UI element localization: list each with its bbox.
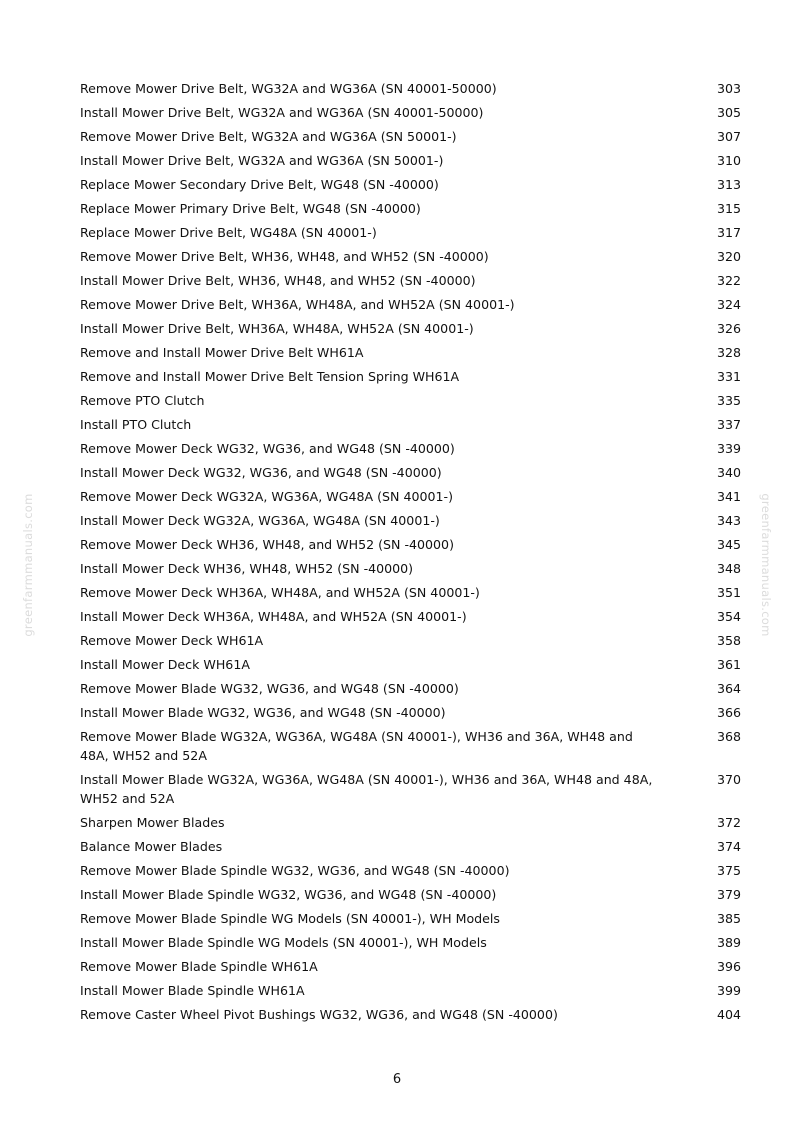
- toc-entry-title: Remove Mower Drive Belt, WH36, WH48, and WH52 (SN -40000): [80, 248, 489, 264]
- toc-entry[interactable]: [80, 340, 741, 364]
- toc-entry-title: Remove Mower Blade WG32A, WG36A, WG48A (SN 40001-), WH36 and 36A, WH48 and 48A, WH52 and 52A: [80, 728, 633, 763]
- toc-entry[interactable]: [80, 436, 741, 460]
- toc-entry-title: Remove Mower Blade Spindle WG32, WG36, and WG48 (SN -40000): [80, 862, 510, 878]
- watermark-left: greenfarmmanuals.com: [21, 493, 35, 637]
- toc-entry-page: 348: [716, 560, 741, 576]
- toc-entry-title: Install Mower Deck WH36A, WH48A, and WH52A (SN 40001-): [80, 608, 467, 624]
- toc-entry-page: 307: [716, 128, 741, 144]
- toc-entry[interactable]: [80, 388, 741, 412]
- toc-entry-title: Remove Mower Deck WH36A, WH48A, and WH52A (SN 40001-): [80, 584, 480, 600]
- toc-entry-title: Install Mower Drive Belt, WG32A and WG36A (SN 40001-50000): [80, 104, 484, 120]
- watermark-right: greenfarmmanuals.com: [759, 493, 773, 637]
- toc-entry-title: Install Mower Blade Spindle WG32, WG36, and WG48 (SN -40000): [80, 886, 497, 902]
- toc-entry[interactable]: [80, 268, 741, 292]
- toc-entry-title: Remove Mower Deck WG32A, WG36A, WG48A (SN 40001-): [80, 488, 453, 504]
- toc-entry-page: 310: [716, 152, 741, 168]
- toc-entry-page: 337: [716, 416, 741, 432]
- toc-entry-page: 354: [716, 608, 741, 624]
- toc-entry-page: 331: [716, 368, 741, 384]
- toc-entry[interactable]: [80, 100, 741, 124]
- toc-entry-title: Remove Mower Deck WH36, WH48, and WH52 (SN -40000): [80, 536, 454, 552]
- toc-entry-title: Install Mower Deck WH36, WH48, WH52 (SN -40000): [80, 560, 414, 576]
- toc-entry[interactable]: [80, 484, 741, 508]
- toc-entry[interactable]: [80, 676, 741, 700]
- toc-entry[interactable]: [80, 364, 741, 388]
- toc-entry-page: 341: [716, 488, 741, 504]
- toc-entry-title: Remove Mower Deck WH61A: [80, 632, 264, 648]
- page-number: 6: [392, 1072, 402, 1087]
- toc-entry-title: Install Mower Deck WH61A: [80, 656, 250, 672]
- toc-entry-title: Install Mower Deck WG32, WG36, and WG48 (SN -40000): [80, 464, 442, 480]
- toc-entry-page: 339: [716, 440, 741, 456]
- toc-entry-title: Remove Mower Deck WG32, WG36, and WG48 (SN -40000): [80, 440, 455, 456]
- toc-entry[interactable]: [80, 930, 741, 954]
- toc-entry[interactable]: [80, 196, 741, 220]
- toc-entry-page: 368: [716, 728, 741, 744]
- toc-entry-page: 358: [716, 632, 741, 648]
- toc-entry-page: 340: [716, 464, 741, 480]
- toc-entry-page: 364: [716, 680, 741, 696]
- toc-entry-page: 313: [716, 176, 741, 192]
- toc-entry[interactable]: [80, 604, 741, 628]
- toc-entry-title: Remove and Install Mower Drive Belt Tension Spring WH61A: [80, 368, 460, 384]
- toc-entry-title: Install PTO Clutch: [80, 416, 192, 432]
- toc-entry[interactable]: [80, 858, 741, 882]
- toc-entry-title: Remove Mower Drive Belt, WG32A and WG36A (SN 50001-): [80, 128, 457, 144]
- toc-entry-title: Remove Caster Wheel Pivot Bushings WG32, WG36, and WG48 (SN -40000): [80, 1006, 558, 1022]
- toc-entry[interactable]: [80, 220, 741, 244]
- toc-entry[interactable]: [80, 76, 741, 100]
- toc-entry-title: Replace Mower Primary Drive Belt, WG48 (SN -40000): [80, 200, 421, 216]
- toc-entry[interactable]: [80, 954, 741, 978]
- toc-entry[interactable]: [80, 1002, 741, 1026]
- toc-entry[interactable]: [80, 700, 741, 724]
- toc-entry[interactable]: [80, 532, 741, 556]
- toc-entry-page: 375: [716, 862, 741, 878]
- toc-entry[interactable]: [80, 652, 741, 676]
- toc-entry-page: 317: [716, 224, 741, 240]
- toc-entry-page: 328: [716, 344, 741, 360]
- toc-entry-page: 385: [716, 910, 741, 926]
- toc-entry-page: 399: [716, 982, 741, 998]
- toc-entry[interactable]: [80, 580, 741, 604]
- toc-entry-title: Install Mower Drive Belt, WH36, WH48, and WH52 (SN -40000): [80, 272, 476, 288]
- toc-entry[interactable]: [80, 834, 741, 858]
- toc-entry-page: 324: [716, 296, 741, 312]
- toc-entry-page: 374: [716, 838, 741, 854]
- toc-entry[interactable]: [80, 628, 741, 652]
- toc-entry-title: Balance Mower Blades: [80, 838, 223, 854]
- toc-entry[interactable]: [80, 882, 741, 906]
- toc-entry-title: Remove PTO Clutch: [80, 392, 205, 408]
- toc-entry-title: Replace Mower Secondary Drive Belt, WG48 (SN -40000): [80, 176, 439, 192]
- toc-entry[interactable]: [80, 148, 741, 172]
- toc-entry-page: 345: [716, 536, 741, 552]
- table-of-contents: [80, 76, 741, 1026]
- toc-entry-title: Install Mower Drive Belt, WH36A, WH48A, WH52A (SN 40001-): [80, 320, 474, 336]
- toc-entry[interactable]: [80, 244, 741, 268]
- toc-entry[interactable]: [80, 810, 741, 834]
- toc-entry-page: 351: [716, 584, 741, 600]
- toc-entry[interactable]: [80, 412, 741, 436]
- toc-entry-page: 322: [716, 272, 741, 288]
- toc-entry-title: Install Mower Drive Belt, WG32A and WG36A (SN 50001-): [80, 152, 444, 168]
- toc-entry-title: Install Mower Blade WG32A, WG36A, WG48A (SN 40001-), WH36 and 36A, WH48 and 48A, WH52 and 52A: [80, 771, 653, 806]
- toc-entry[interactable]: [80, 978, 741, 1002]
- toc-entry-page: 335: [716, 392, 741, 408]
- toc-entry[interactable]: [80, 460, 741, 484]
- toc-entry[interactable]: [80, 124, 741, 148]
- toc-entry-page: 370: [716, 771, 741, 787]
- toc-entry-title: Remove and Install Mower Drive Belt WH61A: [80, 344, 364, 360]
- toc-entry-page: 379: [716, 886, 741, 902]
- toc-entry-page: 389: [716, 934, 741, 950]
- toc-entry-title: Install Mower Blade WG32, WG36, and WG48 (SN -40000): [80, 704, 446, 720]
- toc-entry-page: 315: [716, 200, 741, 216]
- toc-entry-title: Install Mower Blade Spindle WG Models (SN 40001-), WH Models: [80, 934, 487, 950]
- toc-entry-title: Remove Mower Drive Belt, WH36A, WH48A, and WH52A (SN 40001-): [80, 296, 515, 312]
- toc-entry-page: 366: [716, 704, 741, 720]
- toc-entry[interactable]: [80, 508, 741, 532]
- toc-entry[interactable]: [80, 556, 741, 580]
- toc-entry-page: 361: [716, 656, 741, 672]
- toc-entry-page: 404: [716, 1006, 741, 1022]
- toc-entry-title: Remove Mower Drive Belt, WG32A and WG36A (SN 40001-50000): [80, 80, 497, 96]
- toc-entry-page: 320: [716, 248, 741, 264]
- toc-entry-title: Remove Mower Blade WG32, WG36, and WG48 (SN -40000): [80, 680, 459, 696]
- toc-entry-title: Remove Mower Blade Spindle WG Models (SN 40001-), WH Models: [80, 910, 500, 926]
- toc-entry[interactable]: [80, 292, 741, 316]
- toc-entry-title: Install Mower Deck WG32A, WG36A, WG48A (SN 40001-): [80, 512, 440, 528]
- toc-entry-title: Replace Mower Drive Belt, WG48A (SN 40001-): [80, 224, 377, 240]
- toc-entry[interactable]: [80, 172, 741, 196]
- toc-entry-page: 305: [716, 104, 741, 120]
- toc-entry-page: 372: [716, 814, 741, 830]
- toc-entry-page: 343: [716, 512, 741, 528]
- toc-entry[interactable]: [80, 906, 741, 930]
- toc-entry-page: 326: [716, 320, 741, 336]
- toc-entry-title: Install Mower Blade Spindle WH61A: [80, 982, 305, 998]
- toc-entry[interactable]: [80, 724, 741, 767]
- toc-entry[interactable]: [80, 316, 741, 340]
- toc-entry-page: 396: [716, 958, 741, 974]
- toc-entry-page: 303: [716, 80, 741, 96]
- toc-entry-title: Sharpen Mower Blades: [80, 814, 225, 830]
- toc-entry-title: Remove Mower Blade Spindle WH61A: [80, 958, 318, 974]
- toc-entry[interactable]: [80, 767, 741, 810]
